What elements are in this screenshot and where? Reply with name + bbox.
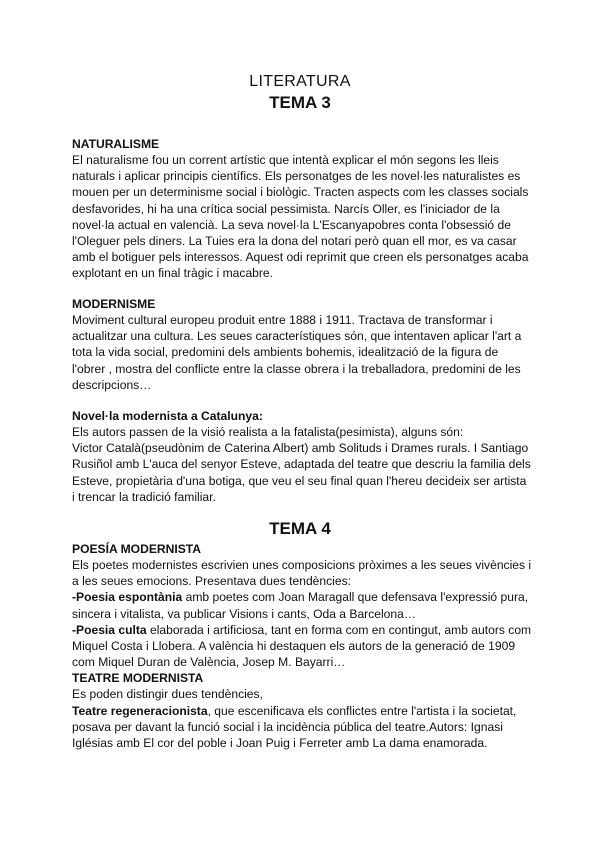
poesia-espontania: [72, 589, 532, 621]
poesia-culta-label: -Poesia culta: [72, 622, 147, 637]
poesia-culta: [72, 622, 532, 670]
teatre-regeneracionista: [72, 703, 532, 751]
modernisme-section: [72, 296, 532, 393]
poesia-espontania-text: amb poetes com Joan Maragall que defensava l'expressió pura, sincera i vitalista, va publicar Visions i cants, Oda a Barcelona…: [72, 590, 529, 621]
modernisme-text: Moviment cultural europeu produit entre 1888 i 1911. Tractava de transformar i actualitzar una cultura. Les seues característiques són, que intentaven aplicar l'art a tota la vida social, predomini dels ambients bohemis, idealització de la figura de l'obrer , mostra del conflicte entre la classe obrera i la treballadora, predomini de les descripcions…: [72, 313, 522, 392]
poesia-heading: POESÍA MODERNISTA: [72, 542, 202, 556]
poesia-culta-text: elaborada i artificiosa, tant en forma com en contingut, amb autors com Miquel Costa i Llobera. A valència hi destaquen els autors de la generació de 1909 com Miquel Duran de València, Josep M. Bayarri…: [72, 622, 532, 670]
tema3-title: TEMA 3: [269, 93, 331, 112]
poesia-section: [72, 541, 532, 751]
novela-catalunya-text: Victor Català(pseudònim de Caterina Albert) amb Solituds i Drames rurals. I Santiago Rusiñol amb L'auca del senyor Esteve, adaptada del teatre que descriu la familia dels Esteve, propietària d'una botiga, que veu el seu final quan l'hereu decideix ser artista i trencar la tradició familiar.: [72, 441, 531, 504]
document-subject: LITERATURA: [249, 73, 351, 90]
modernisme-heading: MODERNISME: [72, 297, 156, 311]
poesia-espontania-label: -Poesia espontània: [72, 590, 183, 605]
tema4-title: TEMA 4: [269, 519, 331, 538]
naturalisme-section: [72, 136, 532, 281]
teatre-regeneracionista-text: , que escenificava els conflictes entre l'artista i la societat, posava per davant la funció social i la incidència pública del teatre.Autors: Ignasi Iglésias amb El cor del poble i Joan Puig i Ferreter amb La dama enamorada.: [72, 703, 517, 750]
novela-catalunya-heading: Novel·la modernista a Catalunya:: [72, 409, 263, 423]
teatre-intro: Es poden distingir dues tendències,: [72, 687, 263, 702]
poesia-intro: Els poetes modernistes escrivien unes composicions pròximes a les seues vivències i a les seues emocions. Presentava dues tendències:: [72, 558, 532, 589]
teatre-heading: TEATRE MODERNISTA: [72, 671, 204, 686]
novela-catalunya-section: [72, 408, 532, 505]
naturalisme-heading: NATURALISME: [72, 137, 160, 151]
naturalisme-text: El naturalisme fou un corrent artístic que intentà explicar el món segons les lleis naturals i aplicar principis científics. Els personatges de les novel·les naturalistes es mouen per un determinisme social i biològic. Tracten aspects com les classes socials desfavorides, hi ha una crítica social pessimista. Narcís Oller, es l'iniciador de la novel·la actual en valencià. La seva novel·la L'Escanyapobres conta l'obsessió de l'Oleguer pels diners. La Tuies era la dona del notari però quan ell mor, es va casar amb el botiguer pels interessos. Aquest odi reprimit que creen els personatges acaba explotant en un final tràgic i macabre.: [72, 153, 529, 281]
novela-catalunya-intro: Els autors passen de la visió realista a la fatalista(pesimista), alguns són:: [72, 425, 464, 440]
teatre-regeneracionista-label: Teatre regeneracionista: [72, 703, 208, 718]
